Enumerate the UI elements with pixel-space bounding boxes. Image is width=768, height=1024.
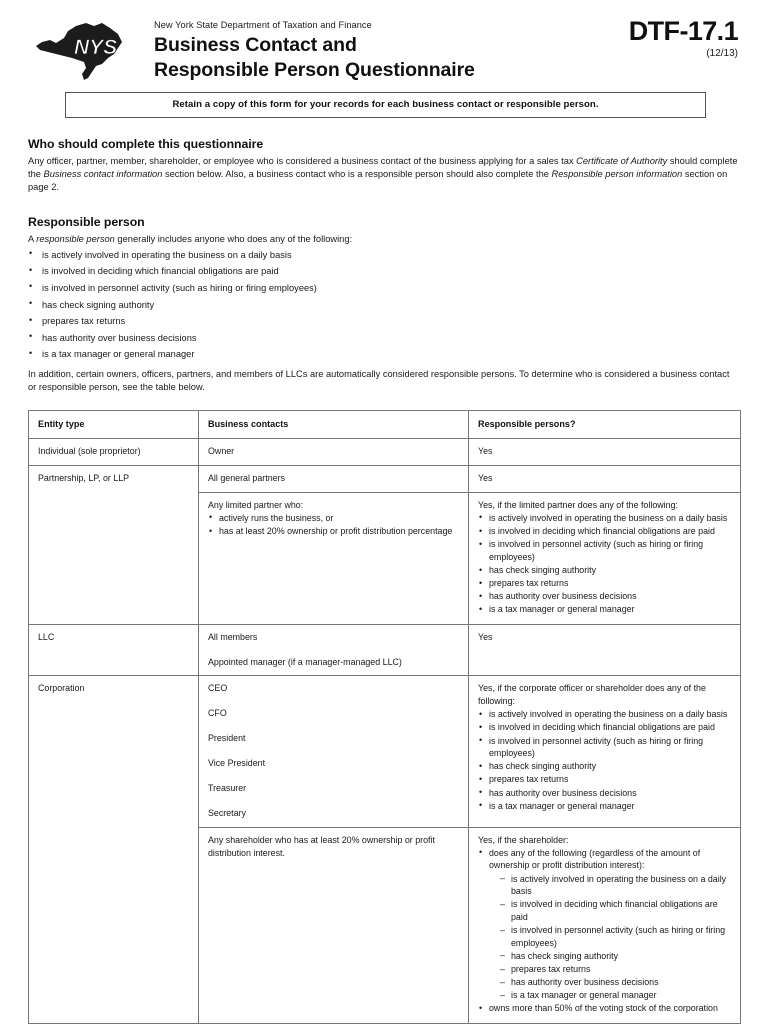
- list-item: • prepares tax returns: [28, 314, 740, 328]
- cell-lead: Yes: [478, 631, 493, 642]
- cell-lead: CEO: [208, 683, 228, 694]
- who-should-complete-heading: Who should complete this questionnaire: [28, 137, 264, 151]
- resp-text-1: A: [28, 233, 37, 244]
- entity-type-corporation: Corporation: [29, 676, 199, 1023]
- cell-sub-bullet-list: [500, 873, 732, 1002]
- who-text-1: Any officer, partner, member, shareholder, or employee who is considered a business contact of the business applying for a sales tax: [28, 156, 577, 166]
- who-text-4: section on page 2.: [28, 169, 728, 193]
- cell-lead: Yes: [478, 473, 493, 484]
- list-item: • owns more than 50% of the voting stock of the corporation: [478, 1002, 732, 1015]
- cell-line: CFO: [208, 708, 227, 719]
- list-item: • is involved in personnel activity (such as hiring or firing employees): [478, 538, 732, 563]
- cell-line: Treasurer: [208, 783, 247, 794]
- cell-lead: Owner: [208, 446, 235, 457]
- form-header: [0, 0, 768, 80]
- list-item: – is involved in personnel activity (such as hiring or firing employees): [500, 924, 732, 949]
- cell-line: President: [208, 733, 246, 744]
- responsible-person-heading: Responsible person: [28, 214, 145, 229]
- list-item: • is a tax manager or general manager: [478, 800, 732, 813]
- responsible-person-intro: [28, 233, 740, 246]
- cell-lead: Yes, if the shareholder:: [478, 834, 569, 845]
- department-line: New York State Department of Taxation and Finance: [154, 20, 372, 30]
- responsible-individual: [469, 439, 741, 466]
- cell-bullet-list: [208, 512, 460, 538]
- entity-table-wrap: [28, 410, 740, 1024]
- cell-lead: All general partners: [208, 473, 285, 484]
- table-row: [29, 439, 741, 466]
- list-item: – is a tax manager or general manager: [500, 989, 732, 1002]
- who-em-certificate-of-authority: Certificate of Authority: [576, 156, 668, 166]
- resp-em-responsible-person: responsible person: [36, 233, 115, 244]
- business-contacts-shareholder: [199, 827, 469, 1023]
- list-item: • has at least 20% ownership or profit distribution percentage: [208, 525, 460, 538]
- business-contacts-corporate-officers: [199, 676, 469, 827]
- cell-line: Appointed manager (if a manager-managed LLC): [208, 656, 402, 667]
- list-item: • prepares tax returns: [478, 773, 732, 786]
- business-contacts-limited-partner: [199, 493, 469, 625]
- form-title-line-2: Responsible Person Questionnaire: [154, 58, 475, 81]
- list-item: – is actively involved in operating the business on a daily basis: [500, 873, 732, 898]
- cell-lead: Any limited partner who:: [208, 500, 304, 511]
- new-york-state-outline-icon: [34, 20, 134, 82]
- who-em-responsible-person-information: Responsible person information: [551, 169, 683, 180]
- list-item: • is actively involved in operating the business on a daily basis: [28, 248, 740, 262]
- responsible-corporate-officers: [469, 676, 741, 827]
- title-block: [152, 18, 629, 83]
- cell-lead: Any shareholder who has at least 20% ownership or profit distribution interest.: [208, 834, 435, 858]
- table-row: [29, 466, 741, 493]
- page-title: [154, 33, 629, 83]
- cell-bullet-list: [478, 512, 732, 616]
- cell-line: Vice President: [208, 758, 266, 769]
- list-item: [478, 847, 732, 1002]
- list-item-text: does any of the following (regardless of the amount of ownership or profit distribution interest):: [489, 847, 701, 871]
- table-row: [29, 676, 741, 827]
- list-item: • has authority over business decisions: [28, 331, 740, 345]
- retain-notice: Retain a copy of this form for your records for each business contact or responsible person.: [65, 92, 706, 118]
- who-should-complete-paragraph: [28, 155, 740, 195]
- list-item: • has check singing authority: [478, 564, 732, 577]
- responsible-person-closing-paragraph: In addition, certain owners, officers, partners, and members of LLCs are automatically considered responsible persons. To determine who is considered a business contact or responsible person, see the table below.: [28, 368, 730, 392]
- responsible-general-partners: [469, 466, 741, 493]
- responsible-llc: [469, 624, 741, 676]
- list-item: • has authority over business decisions: [478, 787, 732, 800]
- list-item: • prepares tax returns: [478, 577, 732, 590]
- resp-text-2: generally includes anyone who does any of the following:: [114, 233, 353, 244]
- entity-type-table: [28, 410, 741, 1024]
- entity-type-llc: LLC: [29, 624, 199, 676]
- business-contacts-general-partners: [199, 466, 469, 493]
- svg-text:NYS: NYS: [74, 36, 118, 59]
- cell-bullet-list: [478, 847, 732, 1015]
- form-body: [0, 137, 768, 394]
- cell-lead: Yes, if the corporate officer or shareholder does any of the following:: [478, 683, 706, 707]
- list-item: • is involved in deciding which financial obligations are paid: [28, 264, 740, 278]
- who-text-3: section below. Also, a business contact who is a responsible person should also complete the: [162, 169, 552, 180]
- who-em-business-contact-information: Business contact information: [43, 169, 163, 180]
- column-header-entity-type: Entity type: [29, 411, 199, 439]
- list-item: • actively runs the business, or: [208, 512, 460, 525]
- cell-bullet-list: [478, 708, 732, 812]
- entity-type-partnership: Partnership, LP, or LLP: [29, 466, 199, 624]
- list-item: – prepares tax returns: [500, 963, 732, 976]
- list-item: • has authority over business decisions: [478, 590, 732, 603]
- nys-logo: [26, 18, 152, 82]
- form-title-line-1: Business Contact and: [154, 34, 357, 57]
- table-row: [29, 624, 741, 676]
- responsible-limited-partner: [469, 493, 741, 625]
- business-contacts-individual: [199, 439, 469, 466]
- list-item: • is actively involved in operating the business on a daily basis: [478, 512, 732, 525]
- cell-line: Secretary: [208, 807, 246, 818]
- form-revision-date: (12/13): [706, 48, 738, 59]
- table-header-row: [29, 411, 741, 439]
- column-header-responsible-persons: Responsible persons?: [469, 411, 741, 439]
- list-item: • is involved in deciding which financial obligations are paid: [478, 525, 732, 538]
- list-item: • has check signing authority: [28, 298, 740, 312]
- list-item: – has check singing authority: [500, 950, 732, 963]
- responsible-person-bullet-list: [28, 248, 740, 362]
- list-item: • is a tax manager or general manager: [478, 603, 732, 616]
- responsible-shareholder: [469, 827, 741, 1023]
- who-text-2: should complete the: [28, 156, 738, 180]
- list-item: – is involved in deciding which financial obligations are paid: [500, 898, 732, 923]
- cell-lead: Yes, if the limited partner does any of the following:: [478, 500, 678, 511]
- column-header-business-contacts: Business contacts: [199, 411, 469, 439]
- list-item: • is a tax manager or general manager: [28, 347, 740, 361]
- form-number-block: [629, 18, 742, 59]
- list-item: • is involved in personnel activity (such as hiring or firing employees): [478, 735, 732, 760]
- entity-type-individual: Individual (sole proprietor): [29, 439, 199, 466]
- cell-lead: All members: [208, 631, 258, 642]
- list-item: • has check singing authority: [478, 760, 732, 773]
- list-item: • is involved in personnel activity (such as hiring or firing employees): [28, 281, 740, 295]
- form-number: DTF-17.1: [628, 16, 738, 46]
- list-item: • is involved in deciding which financial obligations are paid: [478, 721, 732, 734]
- cell-lead: Yes: [478, 446, 493, 457]
- list-item: – has authority over business decisions: [500, 976, 732, 989]
- list-item: • is actively involved in operating the business on a daily basis: [478, 708, 732, 721]
- business-contacts-llc: [199, 624, 469, 676]
